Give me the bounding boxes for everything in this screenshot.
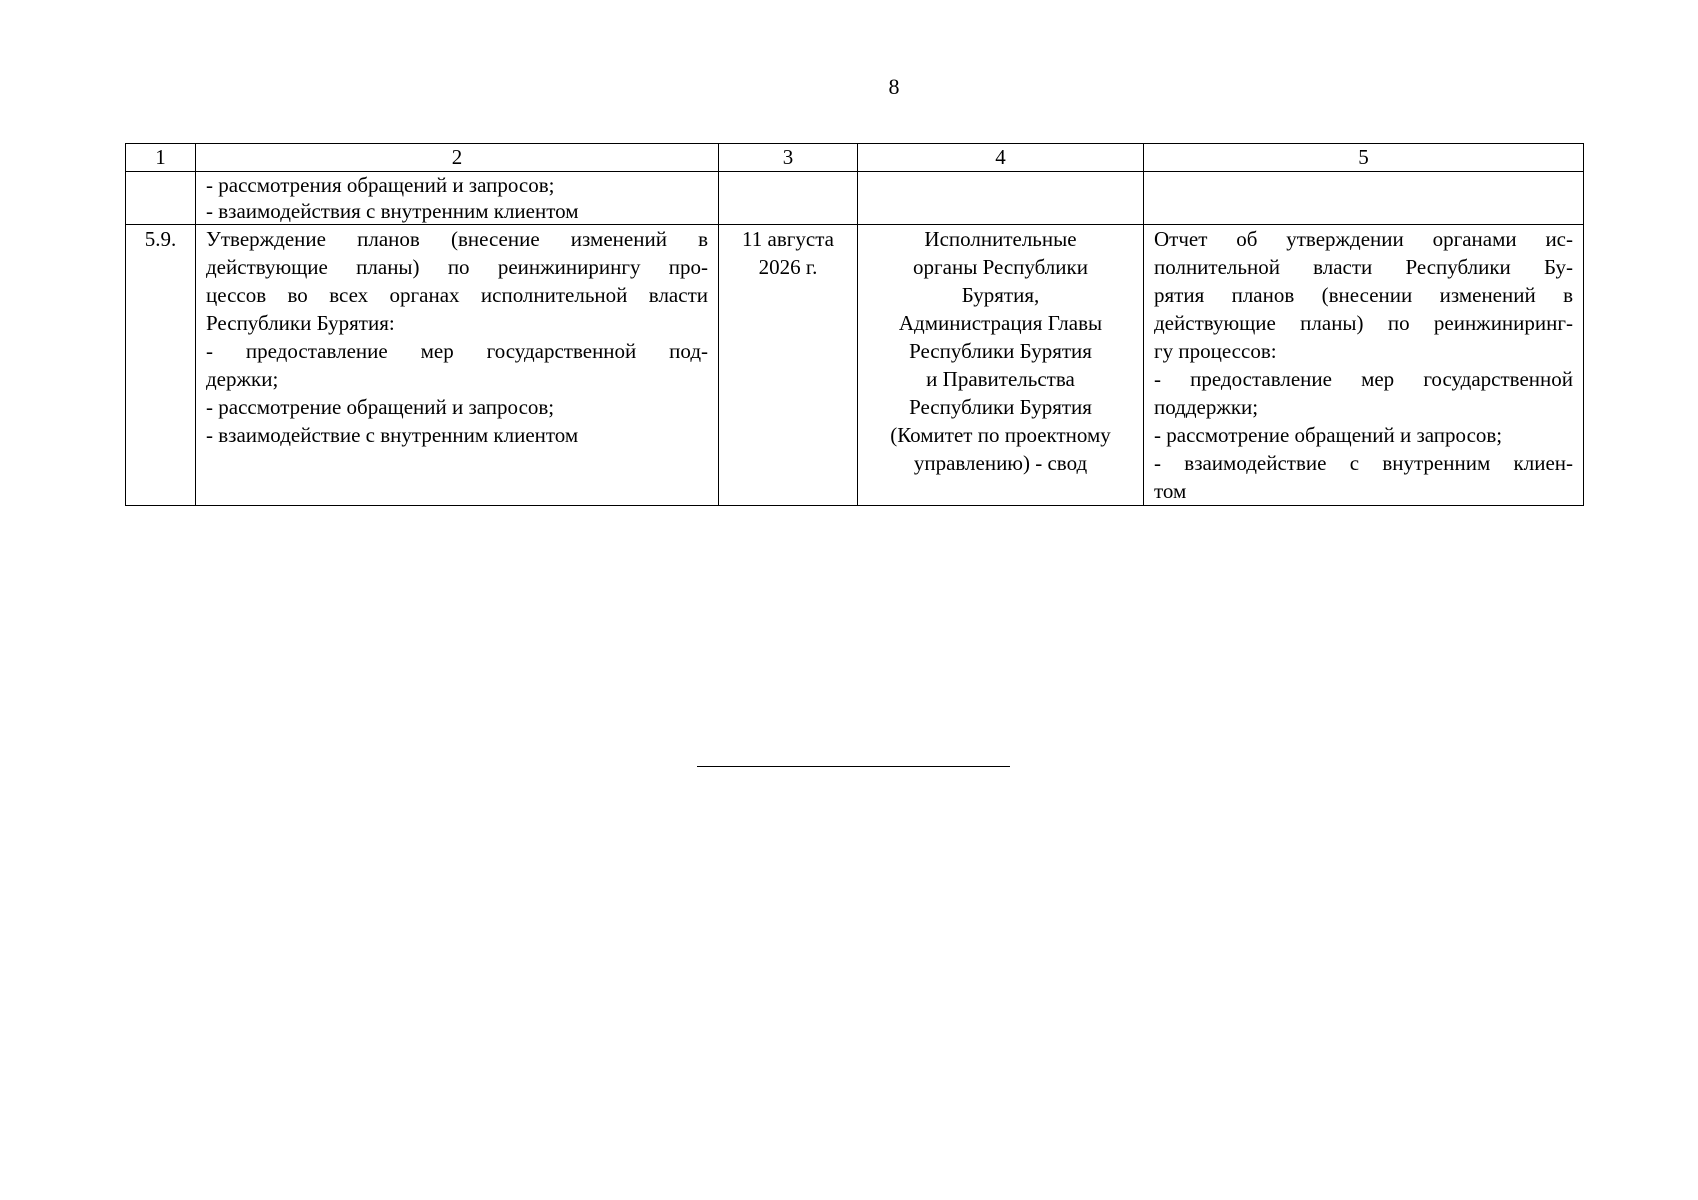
column-header-4: 4 <box>858 144 1144 172</box>
text-line: Республики Бурятия <box>909 395 1092 419</box>
text-line: Администрация Главы <box>898 311 1103 335</box>
text-line: Республики Бурятия <box>909 339 1092 363</box>
cell-continuation-description <box>196 172 719 225</box>
text-line: - предоставление мер государственной <box>1154 367 1573 391</box>
text-line: том <box>1154 479 1187 503</box>
text-line: - взаимодействие с внутренним клиентом <box>206 423 579 447</box>
column-header-1: 1 <box>126 144 196 172</box>
text-line: - взаимодействие с внутренним клиен- <box>1154 451 1573 475</box>
cell-responsible <box>858 225 1144 506</box>
table-row-continuation <box>126 172 1584 225</box>
cell-continuation-number <box>126 172 196 225</box>
text-line: - рассмотрение обращений и запросов; <box>1154 423 1503 447</box>
cell-continuation-responsible <box>858 172 1144 225</box>
text-line: (Комитет по проектному <box>890 423 1111 447</box>
cell-continuation-deadline <box>719 172 858 225</box>
text-line: Республики Бурятия: <box>206 311 395 335</box>
cell-deadline <box>719 225 858 506</box>
text-line: управлению) - свод <box>913 451 1088 475</box>
text-line: действующие планы) по реинжинирингу про- <box>206 255 708 279</box>
text-line: полнительной власти Республики Бу- <box>1154 255 1573 279</box>
text-line: Исполнительные <box>924 227 1077 251</box>
text-line: Бурятия, <box>961 283 1040 307</box>
text-line: Утверждение планов (внесение изменений в <box>206 227 708 251</box>
text-line: поддержки; <box>1154 395 1259 419</box>
text-line: - предоставление мер государственной под- <box>206 339 708 363</box>
text-line: - рассмотрение обращений и запросов; <box>206 395 555 419</box>
page-number: 8 <box>888 74 900 99</box>
text-line: 2026 г. <box>758 255 818 279</box>
column-header-5: 5 <box>1144 144 1584 172</box>
text-line: и Правительства <box>926 367 1075 391</box>
table-row-5-9 <box>126 225 1584 506</box>
text-line: Отчет об утверждении органами ис- <box>1154 227 1573 251</box>
table-header-row <box>126 144 1584 172</box>
footer-divider <box>697 766 1010 767</box>
plan-table <box>125 143 1584 506</box>
text-line: держки; <box>206 367 279 391</box>
text-line: цессов во всех органах исполнительной власти <box>206 283 708 307</box>
text-line: 11 августа <box>742 227 834 251</box>
text-line: действующие планы) по реинжиниринг- <box>1154 311 1573 335</box>
column-header-3: 3 <box>719 144 858 172</box>
cell-description <box>196 225 719 506</box>
text-line: гу процессов: <box>1154 339 1277 363</box>
cell-row-number: 5.9. <box>126 225 196 506</box>
text-line: - взаимодействия с внутренним клиентом <box>206 199 579 223</box>
text-line: - рассмотрения обращений и запросов; <box>206 173 555 197</box>
text-line: рятия планов (внесении изменений в <box>1154 283 1573 307</box>
column-header-2: 2 <box>196 144 719 172</box>
cell-continuation-result <box>1144 172 1584 225</box>
cell-result <box>1144 225 1584 506</box>
text-line: органы Республики <box>913 255 1088 279</box>
